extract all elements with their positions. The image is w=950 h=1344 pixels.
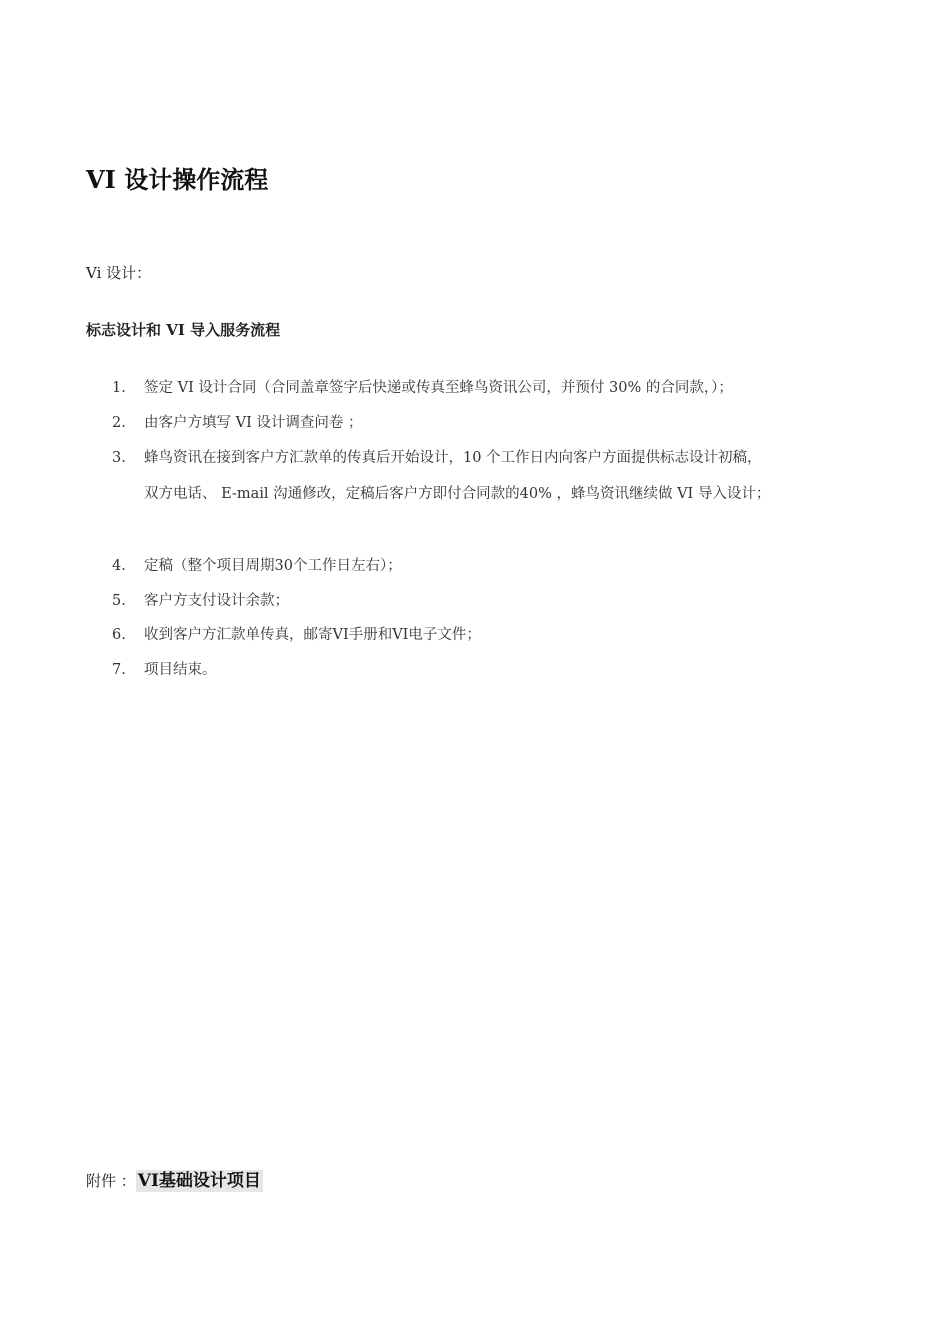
list-item-number: 3. — [112, 450, 126, 466]
list-item-text: 由客户方填写 VI 设计调查问卷 ； — [144, 415, 363, 431]
attachment-highlighted-text: VI基础设计项目 — [137, 1171, 261, 1191]
list-item — [112, 623, 481, 644]
list-item-continuation: 双方电话、 E-mail 沟通修改，定稿后客户方即付合同款的40% ，蜂鸟资讯继续做 VI 导入设计； — [144, 486, 771, 502]
list-item-text: 定稿（整个项目周期30个工作日左右）； — [144, 558, 402, 574]
list-item — [112, 554, 402, 575]
attachment-line — [86, 1166, 263, 1191]
list-item-text: 签定 VI 设计合同（合同盖章签字后快递或传真至蜂鸟资讯公司，并预付 30% 的合同款，）； — [144, 380, 733, 396]
list-item-text: 收到客户方汇款单传真，邮寄VI手册和VI电子文件； — [144, 627, 481, 643]
list-item — [112, 658, 217, 679]
subtitle: Vi 设计： — [86, 264, 152, 282]
list-item-number: 7. — [112, 662, 126, 678]
document-title: VI 设计操作流程 — [86, 165, 269, 194]
list-item-number: 1. — [112, 380, 126, 396]
list-item-number: 5. — [112, 593, 126, 609]
section-heading: 标志设计和 VI 导入服务流程 — [86, 321, 281, 339]
list-item-text: 蜂鸟资讯在接到客户方汇款单的传真后开始设计，10 个工作日内向客户方面提供标志设计初稿， — [144, 450, 762, 466]
list-item-number: 6. — [112, 627, 126, 643]
list-item-text: 项目结束。 — [144, 662, 217, 678]
list-item — [112, 589, 289, 610]
list-item-number: 2. — [112, 415, 126, 431]
attachment-label: 附件 ： — [86, 1172, 136, 1190]
list-item — [112, 411, 363, 432]
list-item — [112, 446, 762, 467]
list-item-number: 4. — [112, 558, 126, 574]
list-item — [112, 376, 733, 397]
list-item-text: 客户方支付设计余款； — [144, 593, 289, 609]
